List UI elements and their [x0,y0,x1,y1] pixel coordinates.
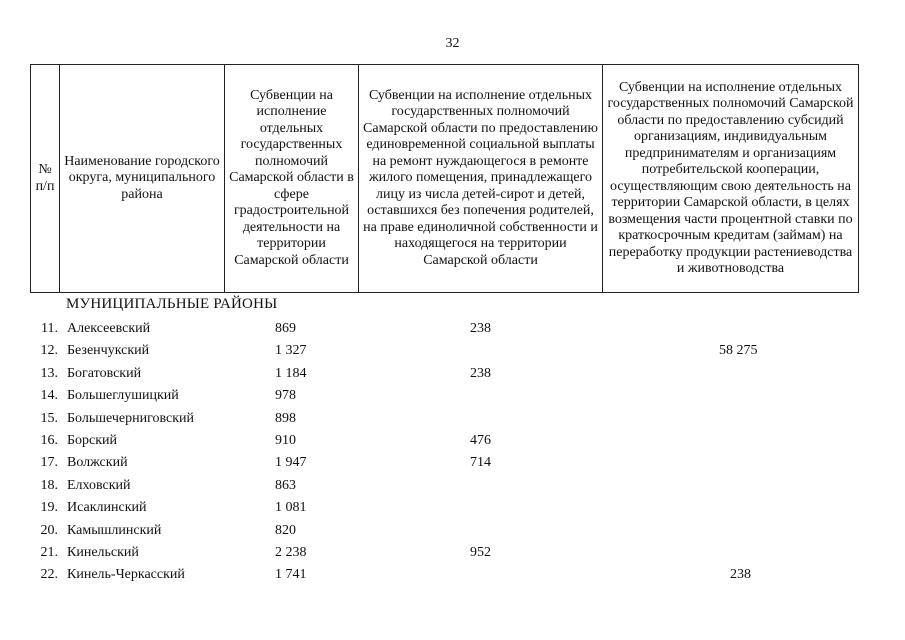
row-value-urban-planning: 1 184 [275,365,307,381]
row-district-name: Кинельский [67,544,139,560]
row-value-credit-subsidies: 58 275 [719,343,758,359]
row-value-urban-planning: 978 [275,388,296,404]
row-value-urban-planning: 1 947 [275,455,307,471]
row-district-name: Безенчукский [67,343,150,359]
table-row [0,564,905,586]
row-value-urban-planning: 1 327 [275,343,307,359]
row-value-orphans-housing: 952 [470,544,491,560]
header-col-name: Наименование городского округа, муниципального района [60,65,225,293]
table-row [0,452,905,474]
table-header [30,64,859,293]
row-number: 14. [40,388,58,404]
row-number: 11. [41,321,58,336]
row-district-name: Богатовский [67,365,142,381]
row-number: 16. [40,432,58,448]
row-number: 21. [40,544,58,560]
row-value-orphans-housing: 476 [470,432,491,448]
table-row [0,520,905,542]
row-value-urban-planning: 820 [275,522,296,538]
row-value-orphans-housing: 714 [470,455,491,471]
row-value-orphans-housing: 238 [470,321,491,336]
table-row [0,430,905,452]
row-district-name: Волжский [67,455,128,471]
row-district-name: Большечерниговский [67,410,195,426]
table-row [0,475,905,497]
table-body [0,318,905,587]
header-col-subvention-credit-subsidies: Субвенции на исполнение отдельных государственных полномочий Самарской области по предоставлению субсидий организациям, индивидуальным предпринимателям и организациям потребительской кооперации, осуществляющим свою деятельность на территории Самарской области, в целях возмещения части процентной ставки по краткосрочным кредитам (займам) на переработку продукции растениеводства и животноводства [603,65,859,293]
table-row [0,497,905,519]
table-row [0,340,905,362]
table-row [0,408,905,430]
row-value-urban-planning: 869 [275,321,296,336]
row-value-urban-planning: 898 [275,410,296,426]
header-col-subvention-urban-planning: Субвенции на исполнение отдельных государственных полномочий Самарской области в сфере градостроительной деятельности на территории Самарской области [225,65,359,293]
table-row [0,385,905,407]
row-value-urban-planning: 1 081 [275,500,307,516]
row-value-urban-planning: 2 238 [275,544,307,560]
row-district-name: Борский [67,432,118,448]
row-value-urban-planning: 863 [275,477,296,493]
row-district-name: Елховский [67,477,131,493]
row-number: 18. [40,477,58,493]
row-number: 19. [40,500,58,516]
row-district-name: Кинель-Черкасский [67,567,185,583]
row-number: 12. [40,343,58,359]
table-row [0,542,905,564]
row-value-orphans-housing: 238 [470,365,491,381]
header-col-subvention-orphans-housing: Субвенции на исполнение отдельных государственных полномочий Самарской области по предоставлению единовременной социальной выплаты на ремонт нуждающегося в ремонте жилого помещения, принадлежащего лицу из числа детей-сирот и детей, оставшихся без попечения родителей, на праве единоличной собственности и находящегося на территории Самарской области [359,65,603,293]
row-value-urban-planning: 1 741 [275,567,307,583]
section-title: МУНИЦИПАЛЬНЫЕ РАЙОНЫ [66,296,278,312]
row-district-name: Камышлинский [67,522,162,538]
header-col-number: № п/п [31,65,60,293]
row-number: 22. [40,567,58,583]
row-number: 13. [40,365,58,381]
table-row [0,363,905,385]
row-number: 17. [40,455,58,471]
row-district-name: Исаклинский [67,500,147,516]
row-number: 20. [40,522,58,538]
row-value-credit-subsidies: 238 [730,567,751,583]
row-number: 15. [40,410,58,426]
row-value-urban-planning: 910 [275,432,296,448]
table-row [0,318,905,340]
row-district-name: Алексеевский [67,321,151,336]
row-district-name: Большеглушицкий [67,388,179,404]
page-number: 32 [445,36,460,51]
